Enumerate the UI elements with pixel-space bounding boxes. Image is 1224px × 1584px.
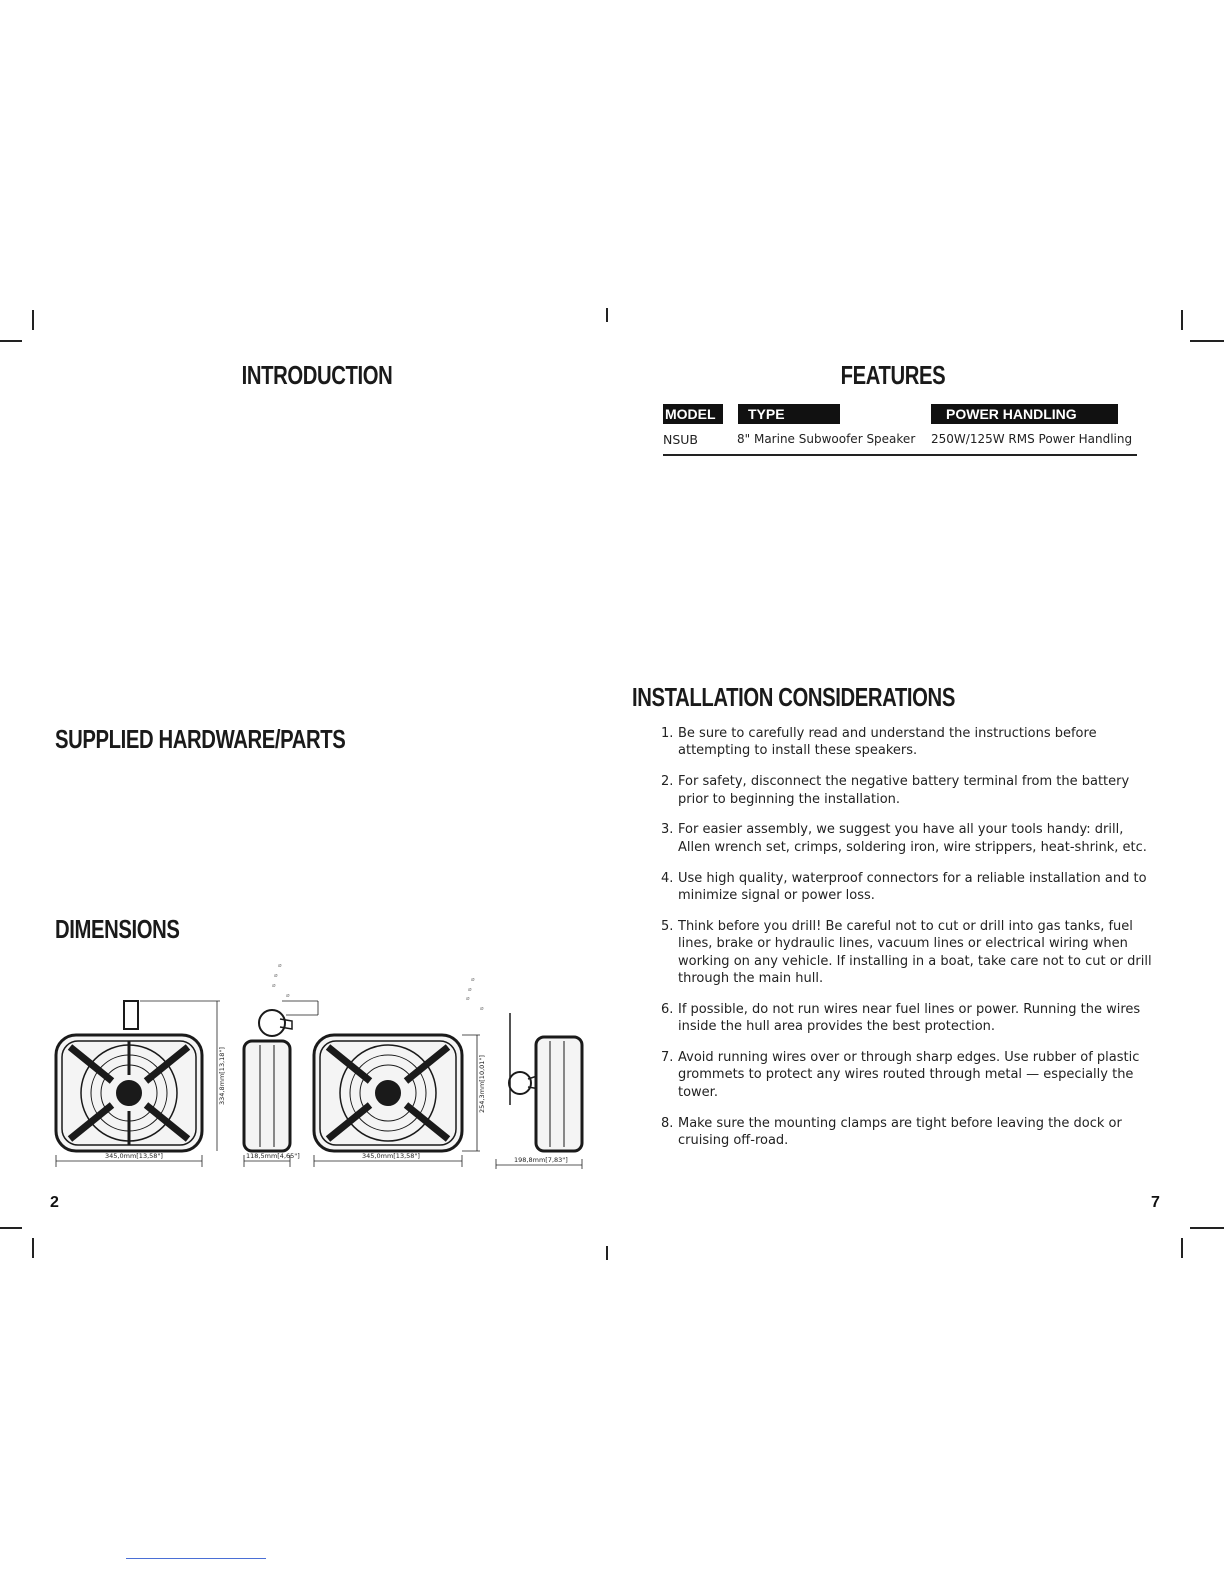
- table-cell-model: NSUB: [663, 432, 699, 447]
- table-header-type: TYPE: [738, 404, 840, 424]
- crop-mark: [0, 1227, 22, 1229]
- dim-label-side-width: 118,5mm[4,65"]: [246, 1152, 300, 1160]
- svg-text:⌀: ⌀: [466, 995, 470, 1002]
- supplied-hardware-title: SUPPLIED HARDWARE/PARTS: [55, 724, 346, 754]
- rear-view-speaker: [314, 1035, 480, 1151]
- crop-mark: [1181, 310, 1183, 330]
- list-item: 4. Use high quality, waterproof connectors for a reliable installation and to minimize signal or power loss.: [661, 870, 1147, 904]
- list-item: 3. For easier assembly, we suggest you have all your tools handy: drill, Allen wrench set, crimps, soldering iron, wire strippers, heat-shrink, etc.: [661, 822, 1147, 855]
- features-title: FEATURES: [840, 360, 946, 390]
- front-view-speaker: [56, 1001, 202, 1151]
- svg-text:⌀: ⌀: [286, 992, 290, 999]
- dimensions-title: DIMENSIONS: [55, 914, 180, 944]
- dim-label-side2-width: 198,8mm[7,83"]: [514, 1156, 568, 1164]
- list-item: 8. Make sure the mounting clamps are tight before leaving the dock or cruising off-road.: [661, 1115, 1122, 1149]
- svg-text:⌀: ⌀: [272, 982, 276, 989]
- side-view-speaker: [244, 1001, 318, 1151]
- table-header-power-handling: POWER HANDLING: [931, 404, 1118, 424]
- considerations-list: [661, 725, 1156, 1163]
- crop-mark: [0, 340, 22, 342]
- dim-label-front-height: 334,8mm[13,18"]: [218, 1047, 226, 1105]
- introduction-title: INTRODUCTION: [241, 360, 393, 390]
- crop-mark: [606, 308, 608, 322]
- list-item: 6. If possible, do not run wires near fuel lines or power. Running the wires inside the hull area provides the best protection.: [661, 1001, 1141, 1035]
- page-number-right: 7: [1151, 1194, 1160, 1211]
- svg-text:⌀: ⌀: [274, 972, 278, 979]
- dim-label-rear-width: 345,0mm[13,58"]: [362, 1152, 420, 1160]
- svg-text:⌀: ⌀: [480, 1005, 484, 1012]
- svg-text:⌀: ⌀: [468, 986, 472, 993]
- list-item: 7. Avoid running wires over or through sharp edges. Use rubber of plastic grommets to protect any wires routed through metal — especially the tower.: [661, 1050, 1140, 1100]
- table-rule: [663, 454, 1137, 456]
- crop-mark: [606, 1246, 608, 1260]
- installation-considerations-title: INSTALLATION CONSIDERATIONS: [632, 682, 955, 712]
- link-underline: [126, 1558, 266, 1559]
- crop-mark: [32, 1238, 34, 1258]
- table-cell-power-handling: 250W/125W RMS Power Handling: [931, 432, 1133, 446]
- dim-label-front-width: 345,0mm[13,58"]: [105, 1152, 163, 1160]
- crop-mark: [1190, 1227, 1224, 1229]
- table-header-model: MODEL: [663, 404, 723, 424]
- side-view-speaker-2: [509, 1013, 582, 1151]
- dimensions-drawing: [50, 955, 590, 1170]
- svg-text:⌀: ⌀: [471, 976, 475, 983]
- crop-mark: [32, 310, 34, 330]
- crop-mark: [1181, 1238, 1183, 1258]
- page-number-left: 2: [50, 1194, 59, 1211]
- list-item: 5. Think before you drill! Be careful not to cut or drill into gas tanks, fuel lines, brake or hydraulic lines, vacuum lines or electrical wiring when working on any vehicle. If installing in a boat, take care not to cut or drill through the main hull.: [661, 918, 1152, 987]
- table-cell-type: 8" Marine Subwoofer Speaker: [737, 432, 916, 446]
- list-item: 1. Be sure to carefully read and understand the instructions before attempting to install these speakers.: [661, 726, 1097, 759]
- svg-text:⌀: ⌀: [278, 962, 282, 969]
- crop-mark: [1190, 340, 1224, 342]
- dim-label-rear-height: 254,3mm[10,01"]: [478, 1055, 486, 1113]
- list-item: 2. For safety, disconnect the negative battery terminal from the battery prior to beginning the installation.: [661, 774, 1130, 807]
